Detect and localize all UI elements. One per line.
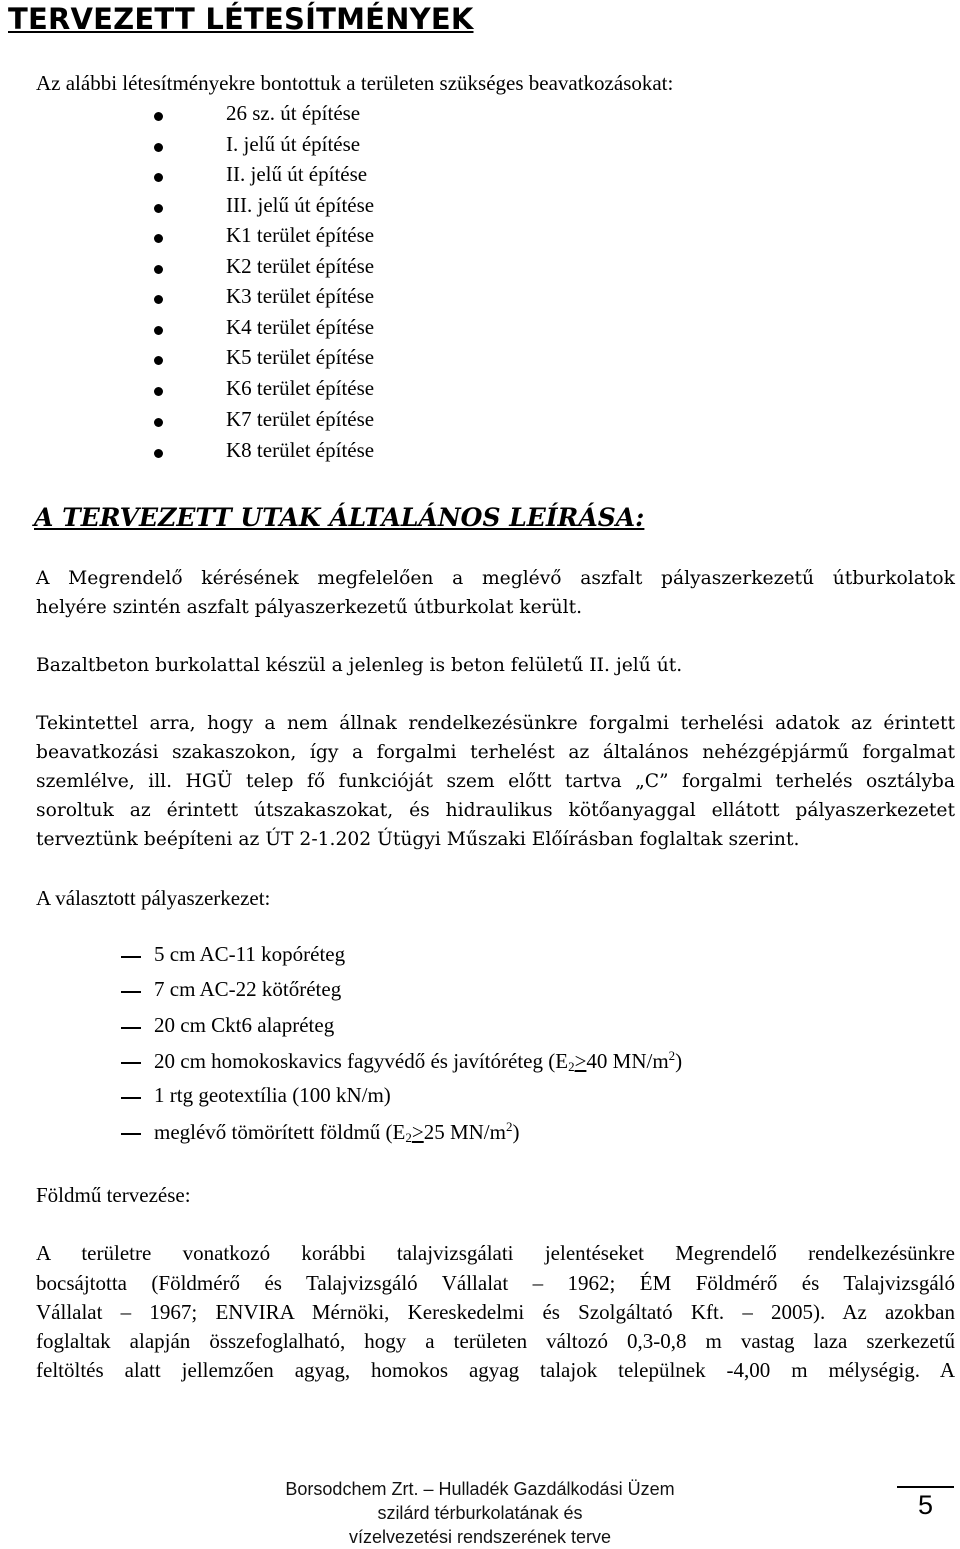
section-heading: A TERVEZETT UTAK ÁLTALÁNOS LEÍRÁSA:: [34, 503, 645, 532]
dash-icon: [121, 1062, 141, 1064]
bullet-icon: [154, 204, 163, 213]
bullet-icon: [154, 326, 163, 335]
paragraph-line: beavatkozási szakaszokon, így a forgalmi terhelést az általános nehézgépjármű forgalmat: [36, 742, 955, 763]
paragraph-line: Tekintettel arra, hogy a nem állnak rendelkezésünkre forgalmi terhelési adatok az érintett: [36, 713, 955, 734]
dash-icon: [121, 1133, 141, 1135]
paragraph-line: szemlélve, ill. HGÜ telep fő funkcióját szem előtt tartva „C” forgalmi terhelés osztályba: [36, 771, 955, 792]
paragraph-line: A Megrendelő kérésének megfelelően a meglévő aszfalt pályaszerkezetű útburkolatok: [36, 568, 955, 589]
bullet-icon: [154, 295, 163, 304]
dash-icon: [121, 1097, 141, 1099]
paragraph-line: bocsájtotta (Földmérő és Talajvizsgáló Vállalat – 1962; ÉM Földmérő és Talajvizsgáló: [36, 1271, 955, 1295]
bullet-icon: [154, 143, 163, 152]
paragraph-line: terveztünk beépíteni az ÚT 2-1.202 Útügyi Műszaki Előírásban foglaltak szerint.: [36, 829, 800, 850]
page-heading: TERVEZETT LÉTESÍTMÉNYEK: [8, 2, 474, 36]
paragraph-line: Bazaltbeton burkolattal készül a jelenleg is beton felületű II. jelű út.: [36, 655, 683, 676]
page-number: 5: [917, 1490, 934, 1520]
paragraph-line: Vállalat – 1967; ENVIRA Mérnöki, Kereskedelmi és Szolgáltató Kft. – 2005). Az azokban: [36, 1300, 955, 1324]
bullet-icon: [154, 418, 163, 427]
page-number-rule: [897, 1486, 954, 1488]
paragraph-line: foglaltak alapján összefoglalható, hogy a területen változó 0,3-0,8 m vastag laza szerkezetű: [36, 1329, 955, 1353]
footer-line: Borsodchem Zrt. – Hulladék Gazdálkodási Üzem: [285, 1479, 675, 1499]
intro-text: Az alábbi létesítményekre bontottuk a területen szükséges beavatkozásokat:: [36, 71, 674, 95]
dash-icon: [121, 991, 141, 993]
footer-line: vízelvezetési rendszerének terve: [348, 1527, 612, 1547]
paragraph-line: soroltuk az érintett útszakaszokat, és hidraulikus kötőanyaggal ellátott pályaszerkezetet: [36, 800, 955, 821]
page-footer: [230, 1477, 730, 1549]
footer-line: szilárd térburkolatának és: [377, 1503, 583, 1523]
paragraph-line: helyére szintén aszfalt pályaszerkezetű útburkolat került.: [36, 597, 583, 618]
bullet-icon: [154, 356, 163, 365]
bullet-icon: [154, 265, 163, 274]
bullet-icon: [154, 112, 163, 121]
bullet-icon: [154, 387, 163, 396]
earthwork-label: Földmű tervezése:: [36, 1183, 191, 1207]
bullet-icon: [154, 449, 163, 458]
paragraph-line: feltöltés alatt jellemzően agyag, homokos agyag talajok települnek -4,00 m mélységig. A: [36, 1358, 955, 1382]
dash-icon: [121, 1027, 141, 1029]
bullet-icon: [154, 234, 163, 243]
structure-label: A választott pályaszerkezet:: [36, 886, 271, 910]
bullet-icon: [154, 173, 163, 182]
dash-icon: [121, 956, 141, 958]
paragraph-line: A területre vonatkozó korábbi talajvizsgálati jelentéseket Megrendelő rendelkezésünkre: [36, 1241, 955, 1265]
